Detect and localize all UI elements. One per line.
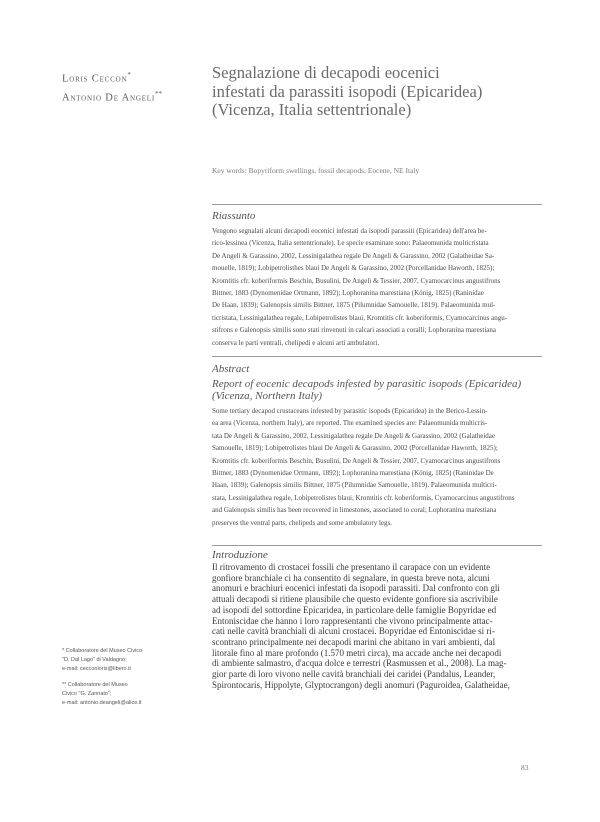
author-name: Loris Ceccon [62,73,128,85]
riassunto-text [212,225,544,349]
title-line: Segnalazione di decapodi eocenici [212,63,440,82]
footnotes [62,647,207,708]
abstract-text [212,405,544,529]
footnote-line: * Collaboratore del Museo Civico [62,648,143,654]
footnote-line: ** Collaboratore del Museo [62,682,128,688]
text-line: and Galenopsis similis has been recovered in limestones, associated to coral; Lophoranina marestiana [212,506,497,515]
author-1 [62,68,212,87]
text-line: mouelle, 1819); Lobipetrolisthes blaui De Angeli & Garassino, 2002 (Porcellanidae Haworth, 1825); [212,264,495,273]
text-line: De Haan, 1839); Galenopsis similis Bittner, 1875 (Pilumnidae Samouelle, 1819). Palaeomunida mul- [212,301,496,310]
title-line: infestati da parassiti isopodi (Epicaridea) [212,81,483,101]
footnote [62,647,207,674]
text-line: scontrano principalmente nei decapodi marini che abitano in vari ambienti, dal [212,636,496,647]
subtitle-line: (Vicenza, Northern Italy) [212,390,323,402]
text-line: preserves the ventral parts, chelipeds and some ambulatory legs. [212,518,392,527]
text-line: ad isopodi del sottordine Epicaridea, in particolare delle famiglie Bopyridae ed [212,604,497,615]
footnote [62,681,207,708]
text-line: Il ritrovamento di crostacei fossili che presentano il carapace con un evidente [212,562,491,572]
author-name: Antonio De Angeli [62,92,155,103]
text-line: stata, Lessinigalathea regale, Lobipetrolistes blaui, Kromtitis cfr. koberiformis, Cyamocarcinus angustifrons [212,493,515,502]
text-line: litorale fino al mare profondo (1.570 metri circa), ma accade anche nei decapodi [212,647,502,658]
author-mark: ** [155,89,162,98]
abstract-subtitle [212,378,552,402]
abstract-heading: Abstract [212,363,250,375]
divider [212,545,542,546]
text-line: stifrons e Galenopsis similis sono stati rinvenuti in calcari associati a coralli; Lophoranina marestiana [212,326,497,335]
text-line: gonfiore branchiale ci ha consentito di segnalare, in questa breve nota, alcuni [212,572,490,583]
subtitle-line: Report of eocenic decapods infested by parasitic isopods (Epicaridea) [212,378,522,390]
text-line: rico-lessinea (Vicenza, Italia settentrionale). Le specie esaminate sono: Palaeomunida multicristata [212,239,489,248]
text-line: Kromtitis cfr. koberiformis Beschin, Busulini, De Angeli & Tessier, 2007, Cyamocarcinus angustifrons [212,276,501,285]
footnote-line: Civico "G. Zannato"; [62,691,112,697]
introduzione-heading: Introduzione [212,549,268,561]
riassunto-heading: Riassunto [212,210,256,222]
text-line: conserva le parti ventrali, chelipedi e alcuni arti ambulatori. [212,338,380,347]
footnote-line: "D. Dal Lago" di Valdagno; [62,657,127,663]
text-line: di ambiente salmastro, d'acqua dolce e terrestri (Rasmussen et al., 2008). La mag- [212,658,507,669]
text-line: Bittner, 1883 (Dynomenidae Ortmann, 1892); Lophoranina marestiana (König, 1825) (Raninidae [212,289,484,298]
page-number: 83 [521,763,529,772]
text-line: Kromtitis cfr. koberiformis Beschin, Busulini, De Angeli & Tessier, 2007, Cyamocarcinus angustifrons [212,456,501,465]
text-line: ea area (Vicenza, northern Italy), are reported. The examined species are: Palaeomunida multicris- [212,419,488,428]
text-line: Spirontocaris, Hippolyte, Glyptocrangon) degli anomuri (Paguroidea, Galatheidae, [212,679,510,690]
text-line: anomuri e brachiuri eocenici infestati da isopodi parassiti. Dal confronto con gli [212,583,500,594]
text-line: Some tertiary decapod crustaceans infested by parasitic isopods (Epicaridea) in the Berico-Lessin- [212,407,488,415]
keywords: Key words: Bopyriform swellings, fossil decapods, Eocene, NE Italy [212,166,420,175]
text-line: Haan, 1839); Galenopsis similis Bittner, 1875 (Pilumnidae Samouelle, 1819). Palaeomunida multicri- [212,481,497,490]
text-line: ticristata, Lessinigalathea regale, Lobipetrolistes blaui, Kromtitis cfr. koberiformis, Cyamocarcinus angu- [212,313,508,322]
article-title [212,64,552,120]
author-mark: * [127,71,131,79]
authors [62,68,212,105]
text-line: attuali decapodi si ritiene plausibile che questo evidente gonfiore sia ascrivibile [212,594,498,605]
text-line: De Angeli & Garassino, 2002, Lessinigalathea regale De Angeli & Garassino, 2002 (Galatheidae Sa- [212,251,495,260]
divider [212,204,542,205]
divider [212,356,542,357]
text-line: tata De Angeli & Garassino, 2002, Lessinigalathea regale De Angeli & Garassino, 2002 (Galatheidae [212,431,496,440]
text-line: Entoniscidae che hanno i loro rappresentanti che vivono principalmente attac- [212,615,493,626]
text-line: cati nelle cavità branchiali di alcuni crostacei. Bopyridae ed Entoniscidae si ri- [212,626,495,637]
footnote-line: e-mail: cecconloris@libero.it [62,666,131,672]
text-line: gior parte di loro vivono nelle cavità branchiali dei caridei (Pandalus, Leander, [212,669,496,680]
text-line: Samouelle, 1819); Lobipetrolistes blaui De Angeli & Garassino, 2002 (Porcellanidae Haworth, 1825); [212,444,498,453]
title-line: (Vicenza, Italia settentrionale) [212,100,412,119]
text-line: Vengono segnalati alcuni decapodi eocenici infestati da isopodi parassiti (Epicaridea) dell'area be- [212,227,487,235]
footnote-line: e-mail: antonio.deangeli@alice.it [62,700,142,706]
author-2 [62,87,212,106]
introduzione-text [212,562,546,690]
text-line: Bittner, 1883 (Dynomenidae Ortmann, 1892); Lophoranina marestiana (König, 1825) (Raninidae De [212,469,494,478]
